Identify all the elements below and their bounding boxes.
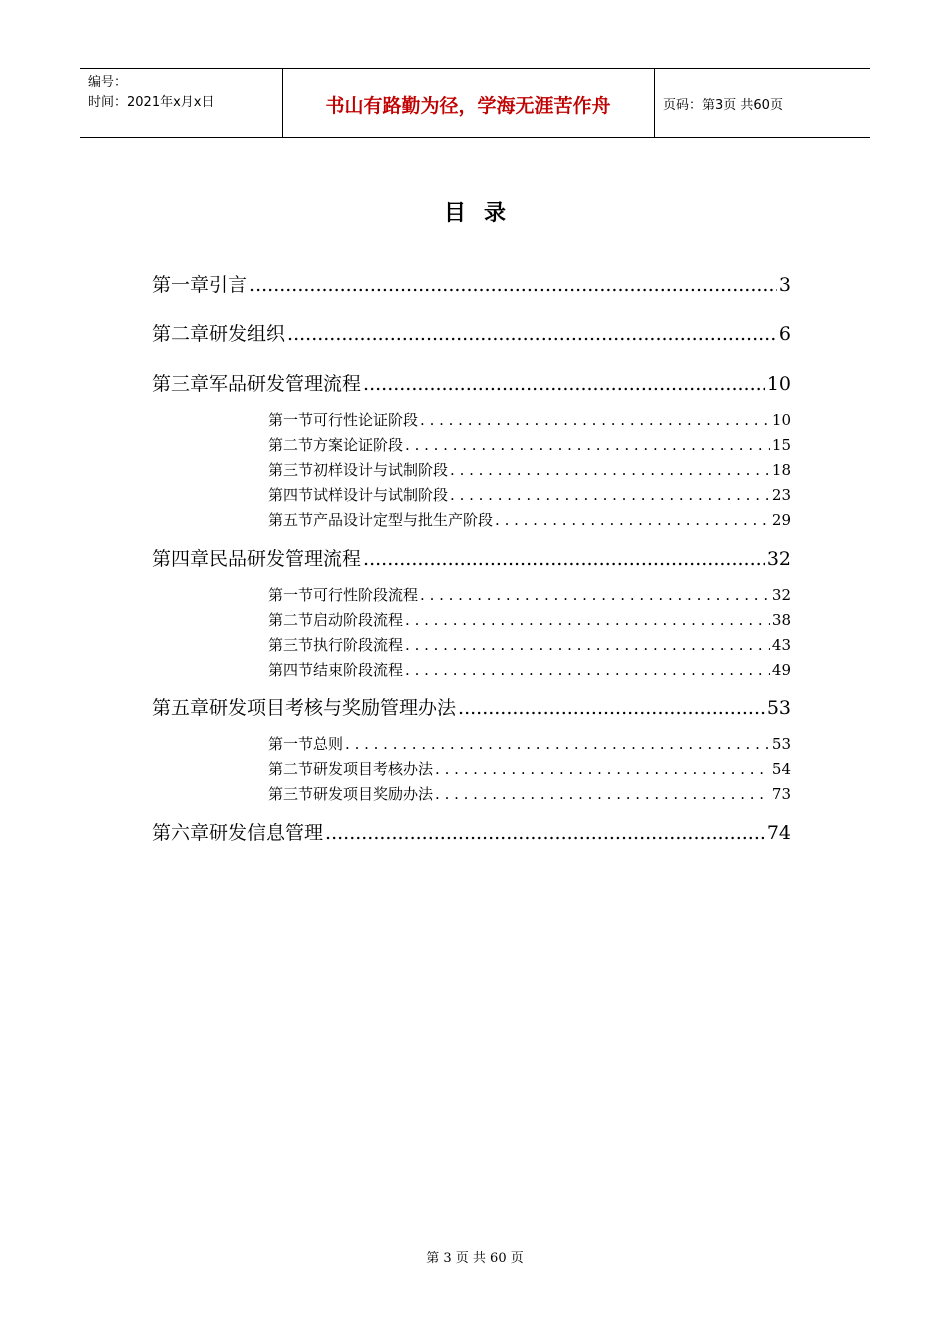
header-meta [80,69,283,137]
chapter-title: 研发项目考核与奖励管理办法 [209,697,457,719]
section-page: 18 [771,461,791,479]
chapter-page: 74 [766,822,791,844]
section-number: 第三节 [268,636,314,654]
chapter-page: 32 [766,548,791,570]
chapter-page: 10 [766,373,791,395]
section-number: 第一节 [268,586,314,604]
section-title: 试样设计与试制阶段 [313,486,449,504]
code-label: 编号： [88,75,128,90]
section-title: 研发项目考核办法 [313,760,434,778]
chapter-number: 第六章 [152,822,210,844]
section-title: 方案论证阶段 [313,436,404,454]
section-page: 15 [771,436,791,454]
page-footer: 第 3 页 共 60 页 [426,1251,524,1266]
section-number: 第二节 [268,436,314,454]
section-page: 23 [771,486,791,504]
toc-section[interactable] [268,758,791,780]
toc-chapter[interactable] [152,369,791,397]
section-page: 32 [771,586,791,604]
section-page: 43 [771,636,791,654]
section-title: 结束阶段流程 [313,661,404,679]
dot-leader [405,436,770,454]
page-info: 页码：第3页 共60页 [663,98,783,113]
section-number: 第一节 [268,411,314,429]
dot-leader [345,735,770,753]
toc-chapter[interactable] [152,693,791,721]
section-title: 产品设计定型与批生产阶段 [313,511,494,529]
dot-leader [249,274,777,296]
chapter-title: 研发组织 [209,323,286,345]
dot-leader [420,411,770,429]
section-title: 初样设计与试制阶段 [313,461,449,479]
section-page: 54 [771,760,791,778]
header-page-cell [655,69,870,137]
motto: 书山有路勤为径，学海无涯苦作舟 [325,95,611,117]
section-title: 可行性论证阶段 [313,411,419,429]
dot-leader [458,697,765,719]
section-number: 第三节 [268,461,314,479]
header-motto-cell [282,69,655,137]
toc-chapter[interactable] [152,818,791,846]
dot-leader [363,548,765,570]
chapter-number: 第三章 [152,373,210,395]
dot-leader [363,373,765,395]
dot-leader [405,611,770,629]
toc-section[interactable] [268,733,791,755]
chapter-title: 军品研发管理流程 [209,373,362,395]
toc-section[interactable] [268,584,791,606]
dot-leader [450,461,770,479]
section-number: 第三节 [268,785,314,803]
section-number: 第四节 [268,486,314,504]
dot-leader [325,822,765,844]
section-title: 总则 [313,735,344,753]
section-page: 49 [771,661,791,679]
page-header [80,68,870,138]
toc-section[interactable] [268,409,791,431]
section-page: 10 [771,411,791,429]
toc-section[interactable] [268,659,791,681]
page-title: 目录 [443,201,524,226]
section-page: 38 [771,611,791,629]
section-title: 可行性阶段流程 [313,586,419,604]
toc-chapter[interactable] [152,319,791,347]
chapter-title: 民品研发管理流程 [209,548,362,570]
toc-chapter[interactable] [152,270,791,298]
section-number: 第五节 [268,511,314,529]
toc-section[interactable] [268,459,791,481]
toc-section[interactable] [268,783,791,805]
time-label: 时间：2021年x月x日 [88,95,215,110]
section-number: 第二节 [268,611,314,629]
chapter-number: 第一章 [152,274,210,296]
toc-chapter[interactable] [152,544,791,572]
chapter-title: 研发信息管理 [209,822,324,844]
section-page: 73 [771,785,791,803]
toc-section[interactable] [268,484,791,506]
dot-leader [495,511,770,529]
section-page: 29 [771,511,791,529]
dot-leader [435,785,770,803]
section-number: 第二节 [268,760,314,778]
dot-leader [405,636,770,654]
dot-leader [450,486,770,504]
dot-leader [420,586,770,604]
dot-leader [405,661,770,679]
toc-section[interactable] [268,634,791,656]
chapter-number: 第五章 [152,697,210,719]
section-title: 执行阶段流程 [313,636,404,654]
chapter-page: 53 [766,697,791,719]
toc-section[interactable] [268,609,791,631]
section-title: 启动阶段流程 [313,611,404,629]
dot-leader [287,323,777,345]
chapter-title: 引言 [209,274,248,296]
section-page: 53 [771,735,791,753]
section-title: 研发项目奖励办法 [313,785,434,803]
toc-section[interactable] [268,509,791,531]
chapter-number: 第四章 [152,548,210,570]
chapter-page: 3 [778,274,791,296]
chapter-page: 6 [778,323,791,345]
section-number: 第一节 [268,735,314,753]
section-number: 第四节 [268,661,314,679]
dot-leader [435,760,770,778]
chapter-number: 第二章 [152,323,210,345]
toc-section[interactable] [268,434,791,456]
